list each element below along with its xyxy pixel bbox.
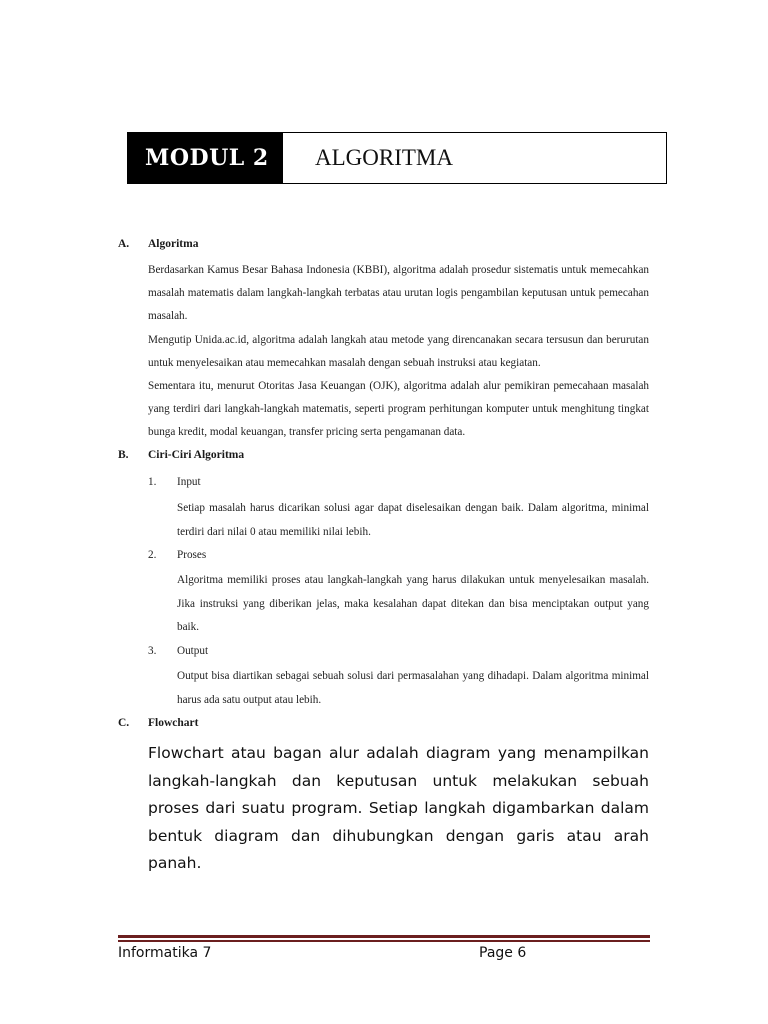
list-item-title <box>148 549 206 561</box>
section-a-title: Algoritma <box>148 238 199 250</box>
section-c-letter: C. <box>118 717 130 729</box>
footer-rule-top <box>118 935 650 938</box>
section-b-title: Ciri-Ciri Algoritma <box>148 449 245 461</box>
footer-rule-bottom <box>118 940 650 942</box>
list-item-title <box>148 476 201 488</box>
list-item-label: Proses <box>177 549 207 561</box>
list-item-label: Input <box>177 476 201 488</box>
section-c-title: Flowchart <box>148 717 199 729</box>
section-c-heading <box>118 717 198 729</box>
section-a-paragraph-3: Sementara itu, menurut Otoritas Jasa Keuangan (OJK), algoritma adalah alur pemikiran pemecahaan masalah yang terdiri dari langkah-langkah matematis, seperti program perhitungan komputer untuk menghitung tingkat bunga kredit, modal keuangan, transfer pricing serta pengamanan data. <box>148 380 649 438</box>
list-item-number: 1. <box>148 476 157 488</box>
module-title-box <box>127 132 667 184</box>
section-b-letter: B. <box>118 449 129 461</box>
footer-page-number: Page 6 <box>479 945 527 961</box>
list-item-title <box>148 645 208 657</box>
module-label: MODUL 2 <box>128 133 283 183</box>
section-a-heading <box>118 238 198 250</box>
section-b-heading <box>118 449 244 461</box>
list-item-number: 3. <box>148 645 157 657</box>
list-item-text: Output bisa diartikan sebagai sebuah solusi dari permasalahan yang dihadapi. Dalam algoritma minimal harus ada satu output atau lebih. <box>177 670 649 706</box>
list-item-label: Output <box>177 645 209 657</box>
footer-course-name: Informatika 7 <box>118 945 212 961</box>
section-a-paragraph-2: Mengutip Unida.ac.id, algoritma adalah langkah atau metode yang direncanakan secara tersusun dan berurutan untuk menyelesaikan atau memecahkan masalah dengan sebuah instruksi atau kegiatan. <box>148 334 649 369</box>
section-c-paragraph: Flowchart atau bagan alur adalah diagram yang menampilkan langkah-langkah dan keputusan untuk melakukan sebuah proses dari suatu program. Setiap langkah digambarkan dalam bentuk diagram dan dihubungkan dengan garis atau arah panah. <box>148 744 649 872</box>
list-item-text: Algoritma memiliki proses atau langkah-langkah yang harus dilakukan untuk menyelesaikan masalah. Jika instruksi yang diberikan jelas, maka kesalahan dapat ditekan dan bisa menciptakan output yang baik. <box>177 574 649 633</box>
module-title: ALGORITMA <box>315 145 453 170</box>
list-item-text: Setiap masalah harus dicarikan solusi agar dapat diselesaikan dengan baik. Dalam algoritma, minimal terdiri dari nilai 0 atau memiliki nilai lebih. <box>177 502 649 538</box>
section-a-paragraph-1: Berdasarkan Kamus Besar Bahasa Indonesia (KBBI), algoritma adalah prosedur sistematis untuk memecahkan masalah matematis dalam langkah-langkah terbatas atau urutan logis pengambilan keputusan untuk pemecahan masalah. <box>148 264 649 322</box>
section-a-letter: A. <box>118 238 130 250</box>
list-item-number: 2. <box>148 549 157 561</box>
